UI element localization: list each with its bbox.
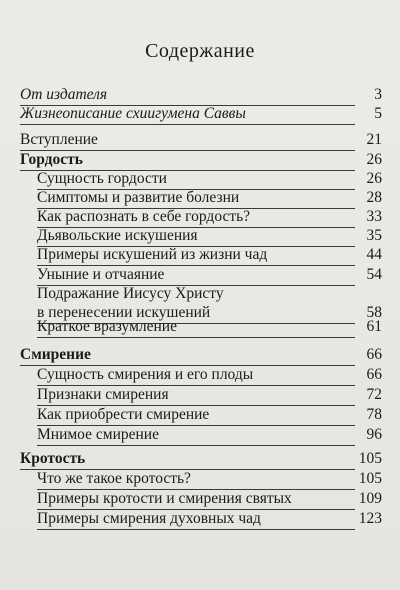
toc-entry-label: Гордость	[20, 151, 83, 168]
toc-entry[interactable]	[20, 449, 382, 468]
toc-entry-label: Симптомы и развитие болезни	[37, 189, 240, 206]
toc-entry-page: 35	[366, 227, 382, 244]
page-title: Содержание	[145, 40, 255, 62]
toc-entry-page: 58	[366, 304, 382, 321]
toc-entry-page: 96	[366, 426, 382, 443]
toc-entry[interactable]	[20, 245, 382, 264]
toc-entry[interactable]	[20, 345, 382, 364]
toc-entry-page: 105	[358, 470, 382, 487]
toc-entry-page: 3	[374, 86, 382, 103]
toc-entry[interactable]	[20, 265, 382, 284]
toc-entry[interactable]	[20, 509, 382, 528]
toc-entry-label: От издателя	[20, 86, 108, 103]
toc-entry[interactable]	[20, 169, 382, 188]
toc-entry-page: 66	[366, 366, 382, 383]
toc-entry-label: Сущность гордости	[37, 170, 167, 187]
toc-entry[interactable]	[20, 188, 382, 207]
toc-underline	[37, 445, 355, 446]
toc-entry-label: Примеры смирения духовных чад	[37, 510, 261, 527]
toc-entry-page: 105	[358, 450, 382, 467]
toc-entry-page: 66	[366, 346, 382, 363]
toc-entry-label: Дьявольские искушения	[37, 227, 198, 244]
toc-entry[interactable]	[20, 365, 382, 384]
toc-entry-label: Как распознать в себе гордость?	[37, 208, 251, 225]
toc-entry-page: 21	[366, 131, 382, 148]
toc-entry-label: Вступление	[20, 131, 98, 148]
toc-entry[interactable]	[20, 226, 382, 245]
toc-entry[interactable]	[20, 150, 382, 169]
toc-entry[interactable]	[20, 469, 382, 488]
toc-entry[interactable]	[20, 425, 382, 444]
toc-entry-label: Смирение	[20, 346, 91, 363]
toc-entry[interactable]	[20, 85, 382, 104]
toc-entry-label: Сущность смирения и его плоды	[37, 366, 254, 383]
toc-entry-label: Примеры кротости и смирения святых	[37, 490, 292, 507]
toc-entry-label: Уныние и отчаяние	[37, 266, 165, 283]
toc-entry-page: 123	[358, 510, 382, 527]
toc-entry-page: 26	[366, 170, 382, 187]
toc-entry-page: 72	[366, 386, 382, 403]
toc-entry-page: 33	[366, 208, 382, 225]
toc-entry-label-cont: в перенесении искушений	[37, 304, 211, 321]
toc-entry-label: Краткое вразумление	[37, 318, 177, 335]
toc-entry-label: Что же такое кротость?	[37, 470, 191, 487]
toc-entry[interactable]	[20, 489, 382, 508]
toc-entry-label: Признаки смирения	[37, 386, 169, 403]
toc-entry-page: 61	[366, 318, 382, 335]
toc-entry[interactable]	[20, 317, 382, 336]
toc-entry-label: Как приобрести смирение	[37, 406, 210, 423]
toc-entry-page: 44	[366, 246, 382, 263]
toc-entry-label: Кротость	[20, 450, 86, 467]
toc-underline	[37, 337, 355, 338]
toc-entry-page: 28	[366, 189, 382, 206]
toc-entry[interactable]	[20, 385, 382, 404]
toc-entry-page: 54	[366, 266, 382, 283]
toc-entry[interactable]	[20, 207, 382, 226]
toc-entry-page: 78	[366, 406, 382, 423]
toc-entry-page: 109	[358, 490, 382, 507]
toc-entry-label: Мнимое смирение	[37, 426, 159, 443]
toc-entry[interactable]	[20, 130, 382, 149]
toc-entry[interactable]	[20, 405, 382, 424]
toc-entry-label: Подражание Иисусу Христу в перенесении искушений	[37, 285, 224, 321]
toc-entry-page: 26	[366, 151, 382, 168]
toc-entry-page: 5	[374, 105, 382, 122]
toc-underline	[20, 124, 355, 125]
toc-entry[interactable]	[20, 104, 382, 123]
toc-entry-label: Жизнеописание схиигумена Саввы	[20, 105, 246, 122]
toc-underline	[37, 529, 355, 530]
toc-entry-label: Примеры искушений из жизни чад	[37, 246, 268, 263]
